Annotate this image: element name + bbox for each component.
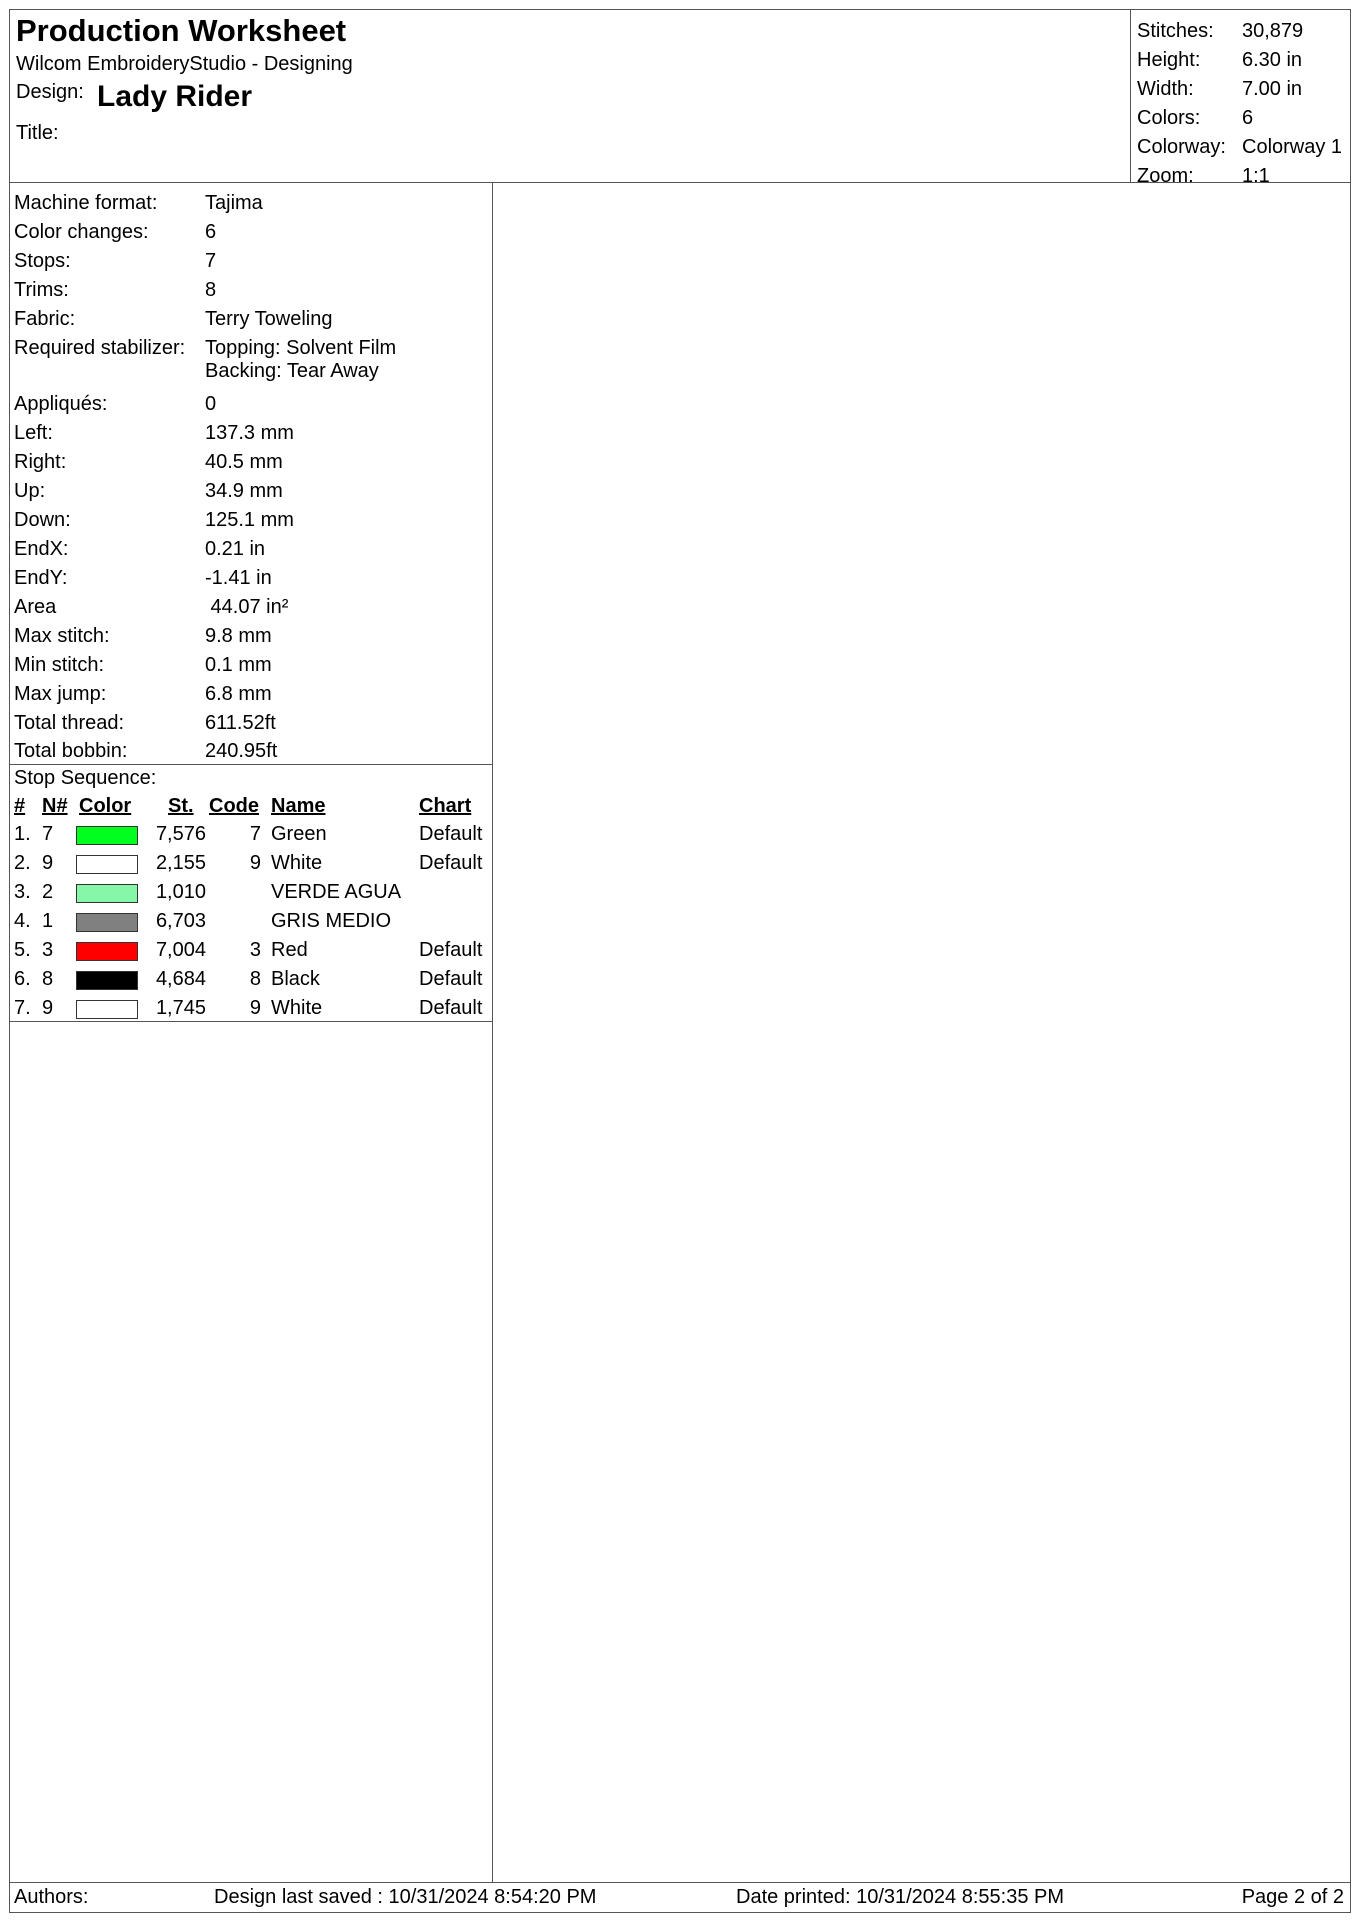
table-row — [10, 823, 492, 852]
table-row — [10, 997, 492, 1026]
col-header-code: Code — [209, 795, 259, 817]
color-swatch — [76, 971, 138, 990]
color-swatch — [76, 1000, 138, 1019]
footer-date-printed: Date printed: 10/31/2024 8:55:35 PM — [736, 1886, 1065, 1908]
stop-num: 1. — [14, 823, 31, 845]
color-swatch — [76, 826, 138, 845]
stop-sequence-table — [10, 765, 492, 1022]
stop-code: 3 — [249, 939, 261, 961]
col-header-num: # — [14, 795, 26, 817]
stop-st: 1,010 — [155, 881, 206, 903]
stop-st: 7,576 — [155, 823, 206, 845]
stop-code: 9 — [249, 852, 261, 874]
stop-st: 6,703 — [155, 910, 206, 932]
worksheet-header — [10, 10, 1350, 187]
footer-last-saved: Design last saved : 10/31/2024 8:54:20 PM — [214, 1886, 597, 1908]
details-column — [10, 182, 493, 1882]
color-swatch — [76, 942, 138, 961]
worksheet-footer — [10, 1882, 1350, 1913]
table-row — [10, 852, 492, 881]
stop-code: 8 — [249, 968, 261, 990]
col-header-chart: Chart — [419, 795, 472, 817]
stop-chart: Default — [419, 852, 483, 874]
stop-name: Green — [271, 823, 327, 845]
stop-num: 6. — [14, 968, 31, 990]
table-row — [10, 968, 492, 997]
design-name: Lady Rider — [97, 80, 253, 113]
title-label: Title: — [16, 122, 59, 144]
stop-chart: Default — [419, 823, 483, 845]
table-row — [10, 910, 492, 939]
color-swatch — [76, 913, 138, 932]
stop-num: 5. — [14, 939, 31, 961]
col-header-stitches: St. — [168, 795, 194, 817]
stop-needle: 7 — [42, 823, 54, 845]
col-header-color: Color — [79, 795, 132, 817]
footer-authors: Authors: — [14, 1886, 89, 1908]
stop-needle: 1 — [42, 910, 54, 932]
stop-name: VERDE AGUA — [271, 881, 402, 903]
color-swatch — [76, 884, 138, 903]
stop-chart: Default — [419, 997, 483, 1019]
software-subtitle: Wilcom EmbroideryStudio - Designing — [16, 53, 353, 75]
stop-st: 2,155 — [155, 852, 206, 874]
stop-name: Black — [271, 968, 320, 990]
stop-name: White — [271, 852, 323, 874]
footer-page-number: Page 2 of 2 — [1241, 1886, 1344, 1908]
stop-chart: Default — [419, 939, 483, 961]
stop-st: 1,745 — [155, 997, 206, 1019]
stop-st: 4,684 — [155, 968, 206, 990]
table-row — [10, 881, 492, 910]
stop-num: 4. — [14, 910, 31, 932]
stop-code: 9 — [249, 997, 261, 1019]
stop-code: 7 — [249, 823, 261, 845]
stop-name: GRIS MEDIO — [271, 910, 392, 932]
col-header-name: Name — [271, 795, 326, 817]
col-header-needle: N# — [42, 795, 68, 817]
stop-num: 7. — [14, 997, 31, 1019]
stop-name: White — [271, 997, 323, 1019]
stop-num: 3. — [14, 881, 31, 903]
design-label: Design: — [16, 81, 84, 103]
stop-num: 2. — [14, 852, 31, 874]
stop-needle: 8 — [42, 968, 54, 990]
stop-needle: 2 — [42, 881, 54, 903]
stop-st: 7,004 — [155, 939, 206, 961]
stop-needle: 3 — [42, 939, 54, 961]
production-worksheet — [9, 9, 1351, 1913]
design-stats-panel: Stitches: 30,879 Height: 6.30 in Width: 7.00 in Colors: 6 Colorway: Colorway 1 Zoom: 1:1 — [1130, 10, 1351, 182]
table-row — [10, 939, 492, 968]
color-swatch — [76, 855, 138, 874]
stop-chart: Default — [419, 968, 483, 990]
stop-needle: 9 — [42, 852, 54, 874]
stop-needle: 9 — [42, 997, 54, 1019]
stop-name: Red — [271, 939, 308, 961]
design-info-list: Machine format: Tajima Color changes: 6 Stops: 7 Trims: 8 Fabric: Terry Toweling Required stabilizer: Topping: Solvent Film Backing: Tear Away Appliqués: 0 Left: 137.3 mm Right: 40.5 mm Up: 34.9 mm Down: 125.1 mm EndX: 0.21 in EndY: -1.41 in Area 44.07 in² Max stitch: 9.8 mm Min stitch: 0.1 mm Max jump: 6.8 mm Total thread: 611.52ft Total bobbin: 240.95ft — [10, 182, 492, 765]
stop-sequence-title: Stop Sequence: — [14, 767, 157, 789]
page-title: Production Worksheet — [16, 13, 347, 48]
